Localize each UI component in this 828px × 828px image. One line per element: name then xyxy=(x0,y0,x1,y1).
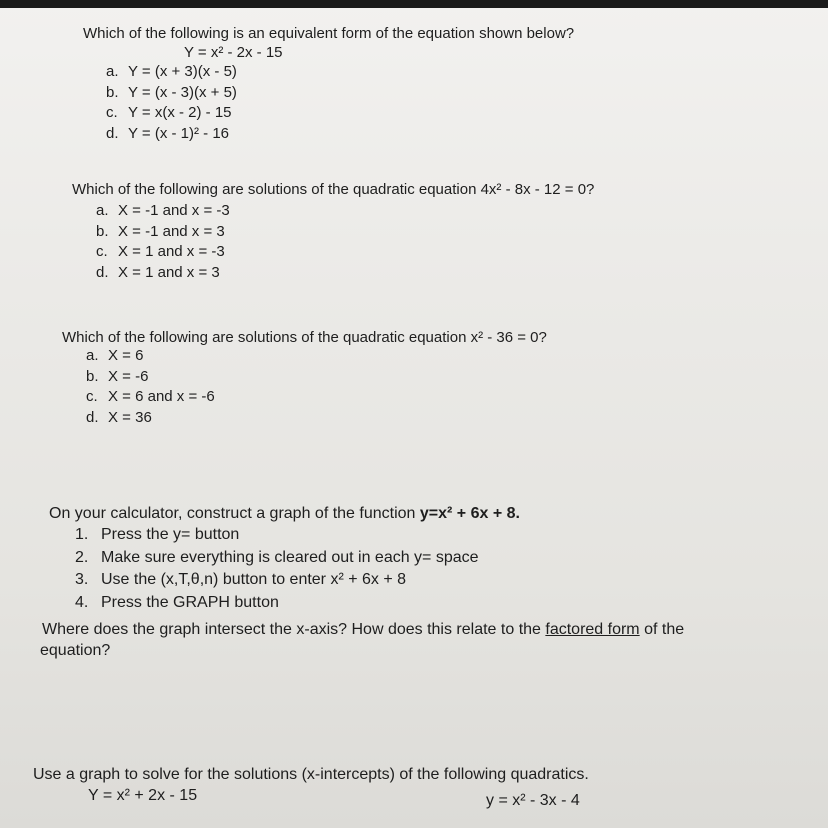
q4-question-text: Where does the graph intersect the x-axis? How does this relate to the xyxy=(42,621,546,638)
q3-options xyxy=(86,346,215,428)
q4-steps xyxy=(75,524,479,614)
option-letter: a. xyxy=(106,63,119,80)
q5-left-equation: Y = x² + 2x - 15 xyxy=(88,787,198,804)
q4-question-text-end: of the xyxy=(639,621,685,638)
option-text: X = 1 and x = -3 xyxy=(118,243,225,260)
option-text: Y = (x - 3)(x + 5) xyxy=(128,83,237,101)
q3-question: Which of the following are solutions of the quadratic equation x² - 36 = 0? xyxy=(62,329,547,346)
q5-right-equation: y = x² - 3x - 4 xyxy=(486,792,580,809)
q2-option-a xyxy=(96,201,230,222)
option-letter: b. xyxy=(86,367,99,385)
option-text: X = -1 and x = -3 xyxy=(118,202,230,219)
q1-option-d xyxy=(106,124,237,145)
step-number: 3. xyxy=(75,571,89,588)
q2-option-b xyxy=(96,222,230,243)
option-text: X = 1 and x = 3 xyxy=(118,263,220,281)
q4-question-line2: equation? xyxy=(40,642,111,659)
q4-step-4 xyxy=(75,592,479,615)
q4-intro xyxy=(49,503,520,526)
option-letter: b. xyxy=(96,222,109,240)
q1-option-a xyxy=(106,62,237,83)
q4-step-1 xyxy=(75,524,479,547)
q2-options xyxy=(96,201,230,283)
step-text: Press the GRAPH button xyxy=(101,593,279,611)
q1-options xyxy=(106,62,237,144)
option-text: X = -6 xyxy=(108,367,149,385)
q1-question: Which of the following is an equivalent form of the equation shown below? xyxy=(83,25,575,42)
step-number: 2. xyxy=(75,548,89,566)
option-text: X = 6 and x = -6 xyxy=(108,388,215,405)
option-letter: a. xyxy=(96,202,109,219)
option-letter: c. xyxy=(106,104,118,121)
option-text: X = 36 xyxy=(108,408,152,426)
option-text: X = -1 and x = 3 xyxy=(118,222,225,240)
option-letter: a. xyxy=(86,347,99,364)
q2-option-d xyxy=(96,263,230,284)
q4-intro-text: On your calculator, construct a graph of the function xyxy=(49,505,420,522)
q3-option-d xyxy=(86,408,215,429)
option-letter: d. xyxy=(106,124,119,142)
q2-question: Which of the following are solutions of the quadratic equation 4x² - 8x - 12 = 0? xyxy=(72,181,595,198)
step-text: Press the y= button xyxy=(101,526,240,543)
q1-equation: Y = x² - 2x - 15 xyxy=(184,44,283,61)
step-number: 4. xyxy=(75,593,89,611)
option-text: Y = (x - 1)² - 16 xyxy=(128,124,230,142)
option-letter: c. xyxy=(86,388,98,405)
q5-instruction: Use a graph to solve for the solutions (x-intercepts) of the following quadratics. xyxy=(33,766,589,783)
q4-factored-form: factored form xyxy=(545,621,640,638)
option-letter: c. xyxy=(96,243,108,260)
option-letter: d. xyxy=(96,263,109,281)
option-text: Y = (x + 3)(x - 5) xyxy=(128,63,237,80)
q4-step-2 xyxy=(75,547,479,570)
step-text: Make sure everything is cleared out in each y= space xyxy=(101,548,479,566)
q3-option-b xyxy=(86,367,215,388)
option-letter: b. xyxy=(106,83,119,101)
q3-option-a xyxy=(86,346,215,367)
q4-step-3 xyxy=(75,569,479,592)
step-text: Use the (x,T,θ,n) button to enter x² + 6x + 8 xyxy=(101,571,407,588)
q1-option-b xyxy=(106,83,237,104)
option-letter: d. xyxy=(86,408,99,426)
step-number: 1. xyxy=(75,526,89,543)
option-text: Y = x(x - 2) - 15 xyxy=(128,104,232,121)
q4-function: y=x² + 6x + 8. xyxy=(419,505,520,522)
q1-option-c xyxy=(106,103,237,124)
option-text: X = 6 xyxy=(108,347,144,364)
q2-option-c xyxy=(96,242,230,263)
q4-question-line1 xyxy=(42,619,684,642)
q3-option-c xyxy=(86,387,215,408)
